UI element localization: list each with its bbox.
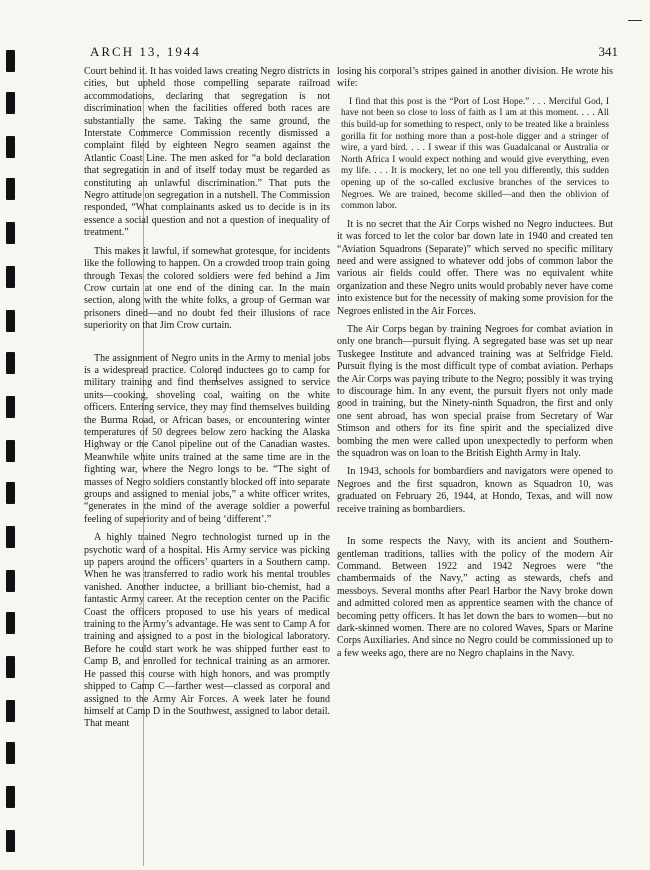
binder-mark (6, 612, 15, 634)
binder-mark (6, 440, 15, 462)
binder-mark (6, 830, 15, 852)
binder-mark (6, 50, 15, 72)
page-header (90, 44, 618, 62)
paragraph: It is no secret that the Air Corps wished no Negro inductees. But it was forced to let the color bar down late in 1940 and created ten “Aviation Squadrons (Separate)” which served no specific military need and were assigned to whatever odd jobs of common labor the various air fields could offer. There was no equivalent white organization and these Negro units would probably never have come into existence but for the necessity of making some provision for the Negroes enlisted in the Air Forces. (337, 218, 613, 317)
binder-mark (6, 656, 15, 678)
right-column (337, 66, 613, 660)
binder-mark (6, 526, 15, 548)
binder-mark (6, 482, 15, 504)
binder-mark (6, 310, 15, 332)
binder-mark (6, 742, 15, 764)
paragraph: This makes it lawful, if somewhat grotesque, for incidents like the following to happen. On a crowded troop train going through Texas the colored soldiers were fed behind a Jim Crow curtain at one end of the dining car. In the main section, along with the white folks, a group of German war prisoners dined—and no doubt fed their illusions of race superiority on that Jim Crow curtain. (84, 245, 330, 332)
page-number: 341 (598, 44, 618, 59)
binder-mark (6, 700, 15, 722)
paragraph: In some respects the Navy, with its ancient and Southern-gentleman traditions, tallies with the policy of the modern Air Command. Between 1922 and 1942 Negroes were “the chambermaids of the Navy,” acting as stewards, chefs and messboys. Several months after Pearl Harbor the Navy broke down and admitted colored men as apprentice seamen with the chance of becoming petty officers. It has let down the bars to women—but no dark-skinned women. There are no colored Waves, Spars or Marine Corps Auxiliaries. And since no Negro could be commissioned up to a few weeks ago, there are no Negro chaplains in the Navy. (337, 536, 613, 659)
left-column (84, 66, 330, 731)
paragraph: losing his corporal’s stripes gained in another division. He wrote his wife: (337, 66, 613, 90)
binder-mark (6, 178, 15, 200)
paragraph: In 1943, schools for bombardiers and navigators were opened to Negroes and the first squadron, known as Squadron 10, was graduated on February 26, 1944, at Hondo, Texas, and will now receive training as bombardiers. (337, 466, 613, 515)
binder-mark (6, 570, 15, 592)
binder-mark (6, 352, 15, 374)
paragraph: Court behind it. It has voided laws creating Negro districts in cities, but upheld those compelling separate railroad accommodations, declaring that segregation is not discrimination when the facilities offered both races are substantially the same. Taking the same ground, the Interstate Commerce Commission recently dismissed a complaint filed by eighteen Negro seamen against the Atlantic Coast Line. The men asked for “a bold declaration that segregation in and of itself today must be regarded as constituting an unlawful discrimination.” That puts the Negro attitude on segregation in a nutshell. The Commission responded, “What complainants asked us to decide is in its essence a social question and not a question of inequality of treatment.” (84, 66, 330, 239)
corner-mark (628, 20, 642, 21)
binder-mark (6, 222, 15, 244)
binder-mark (6, 396, 15, 418)
running-head-date: ARCH 13, 1944 (90, 44, 201, 59)
paragraph: The assignment of Negro units in the Army to menial jobs is a widespread practice. Colored inductees go to camp for military training and find themselves assigned to service units—cooking, shoveling coal, waiting on the white officers. Entering service, they may find themselves building the Burma Road, or African bases, or encountering winter temperatures of 50 degrees below zero hacking the Alaska Highway or the Canol pipeline out of the Canadian wastes. Meanwhile white units trained at the same time are in the fighting war, where the Negro longs to be. “The sight of masses of Negro soldiers constantly blocked off into separate groups and assigned to menial jobs,” a white officer writes, “generates in the mind of the average soldier a powerful feeling of superiority and of being ‘different’.” (84, 352, 330, 525)
paragraph: A highly trained Negro technologist turned up in the psychotic ward of a hospital. His Army service was picking up papers around the officers’ quarters in a Southern camp. When he was transferred to radio work his mental troubles vanished. Another inductee, a brilliant bio-chemist, had a fantastic Army career. At the reception center on the Pacific Coast the officers proposed to use his years of medical training to the Army’s advantage. He was sent to Camp A for training and assigned to a post in the biological laboratory. Before he could start work he was shipped further east to Camp B, and enrolled for technical training as an armorer. He passed this course with high honors, and was promptly shipped to Camp C—farther west—classed as corporal and assigned to the Army Air Forces. A week later he found himself at Camp D in the Southwest, assigned to labor detail. That meant (84, 532, 330, 730)
block-quote: I find that this post is the “Port of Lost Hope.” . . . Merciful God, I have not been so close to loss of faith as I am at this moment. . . . All this build-up for something to respect, only to be treated like a brainless gorilla fit for nothing more than a post-hole digger and a stringer of wire, a yard bird. . . . I swear if this was Guadalcanal or Australia or North Africa I would expect nothing and would give everything, even my life. . . . It is mockery, let no one tell you differently, this sudden opening up of the so-called exclusive branches of the services to Negroes. We are trained, become skilled—and then the oblivion of common labor. (341, 96, 609, 212)
binder-mark (6, 786, 15, 808)
binder-mark (6, 266, 15, 288)
binder-mark (6, 92, 15, 114)
binder-mark (6, 136, 15, 158)
paragraph: The Air Corps began by training Negroes for combat aviation in only one branch—pursuit flying. A segregated base was set up near Tuskegee Institute and advanced training was at Selfridge Field. Pursuit flying is the most difficult type of combat aviation. Perhaps the Air Corps was paying tribute to the Negro; possibly it was trying to discourage him. In any event, the pursuit flyers not only made good in training, but the Ninety-ninth Squadron, the first and only one sent abroad, has won special praise from Secretary of War Stimson and others for its fine spirit and the specialized dive bombing the men were called upon unexpectedly to perform when the squadron was on loan to the British Eighth Army in Italy. (337, 324, 613, 460)
